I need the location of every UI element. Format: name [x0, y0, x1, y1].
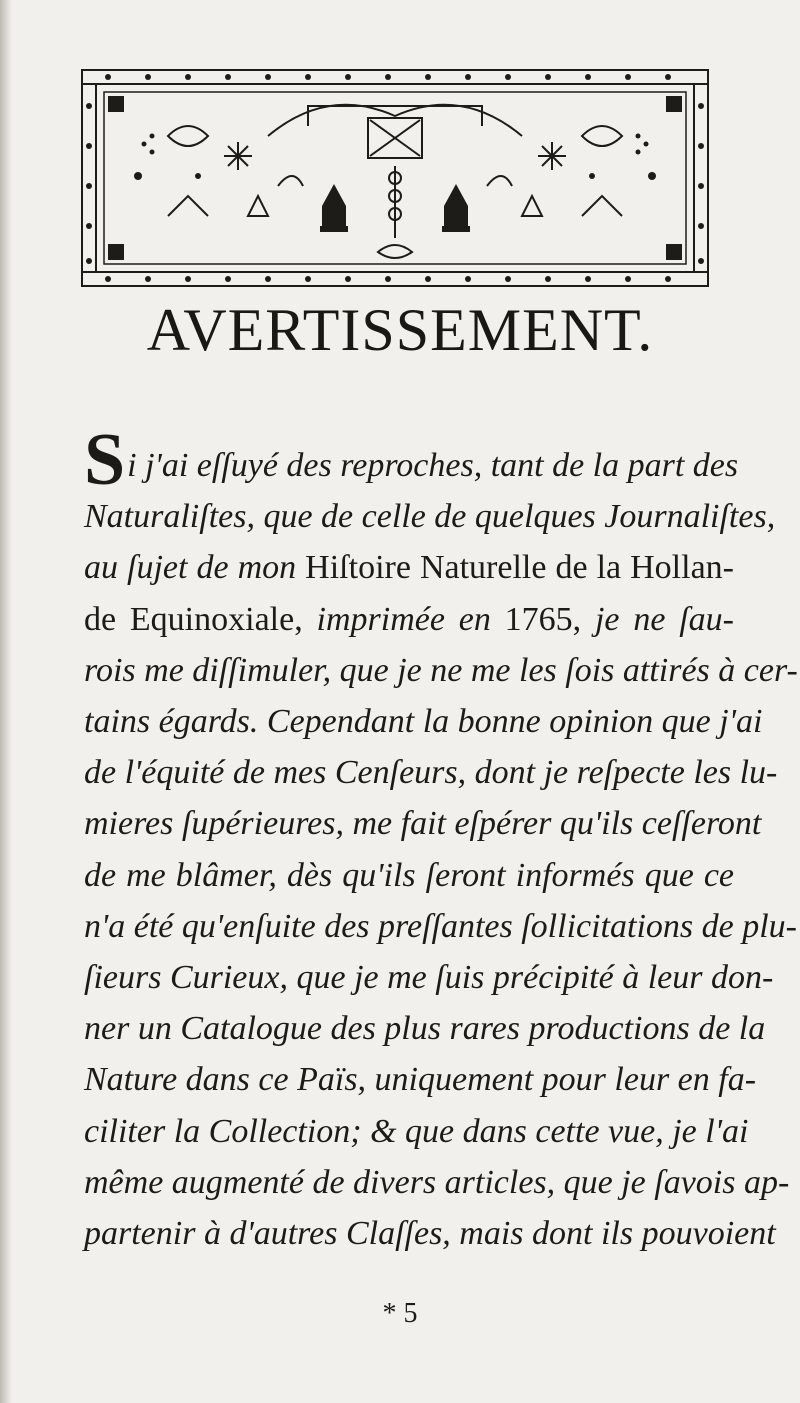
- text-segment: je ne ſau-: [594, 600, 734, 638]
- text-line: [84, 952, 774, 1003]
- text-line: [84, 798, 762, 849]
- text-line: [84, 1157, 790, 1208]
- text-segment: Nature dans ce Païs, uniquement pour leur en fa-: [84, 1061, 757, 1099]
- text-line: [84, 1003, 766, 1054]
- drop-cap: S: [84, 419, 126, 501]
- page-title: AVERTISSEMENT.: [146, 297, 654, 363]
- text-segment: imprimée en: [316, 600, 505, 638]
- text-line: [84, 696, 763, 747]
- text-segment: i j'ai eſſuyé des reproches, tant de la part des: [127, 447, 739, 484]
- text-segment: tains égards. Cependant la bonne opinion que j'ai: [84, 703, 763, 741]
- text-segment: Naturaliſtes, que de celle de quelques Journaliſtes,: [84, 498, 776, 536]
- text-line: [84, 1208, 776, 1259]
- text-segment: de Equinoxiale,: [84, 600, 317, 638]
- text-segment: partenir à d'autres Claſſes, mais dont ils pouvoient: [84, 1215, 776, 1253]
- text-segment: de l'équité de mes Cenſeurs, dont je reſpecte les lu-: [84, 754, 778, 792]
- text-segment: même augmenté de divers articles, que je ſavois ap-: [84, 1163, 790, 1201]
- text-segment: Hiſtoire Naturelle de la Hollan-: [305, 549, 734, 587]
- body-paragraph: [84, 419, 798, 1259]
- text-segment: ner un Catalogue des plus rares productions de la: [84, 1010, 766, 1048]
- page-gutter-shadow: [0, 0, 12, 1403]
- text-line: [84, 645, 798, 696]
- text-line: [84, 542, 734, 593]
- text-line: [84, 901, 797, 952]
- text-line: [84, 1106, 749, 1157]
- text-line: [84, 594, 734, 645]
- text-segment: au ſujet de mon: [84, 549, 306, 587]
- headpiece-ornament-graphic: [78, 66, 712, 290]
- text-segment: n'a été qu'enſuite des preſſantes ſollicitations de plu-: [84, 907, 797, 945]
- text-segment: de me blâmer, dès qu'ils ſeront informés que ce: [84, 856, 734, 894]
- text-segment: rois me diſſimuler, que je ne me les ſois attirés à cer-: [84, 651, 798, 689]
- text-line: [84, 491, 776, 542]
- text-line: [84, 1054, 757, 1105]
- text-segment: mieres ſupérieures, me fait eſpérer qu'ils ceſſeront: [84, 805, 762, 843]
- text-line: [84, 747, 778, 798]
- text-segment: 1765,: [504, 600, 595, 638]
- text-segment: ciliter la Collection; & que dans cette vue, je l'ai: [84, 1112, 749, 1150]
- signature-mark: * 5: [382, 1298, 418, 1329]
- text-line: [84, 850, 734, 901]
- text-line: [84, 419, 739, 501]
- text-segment: ſieurs Curieux, que je me ſuis précipité à leur don-: [84, 959, 774, 997]
- ornamental-headpiece: [78, 66, 712, 290]
